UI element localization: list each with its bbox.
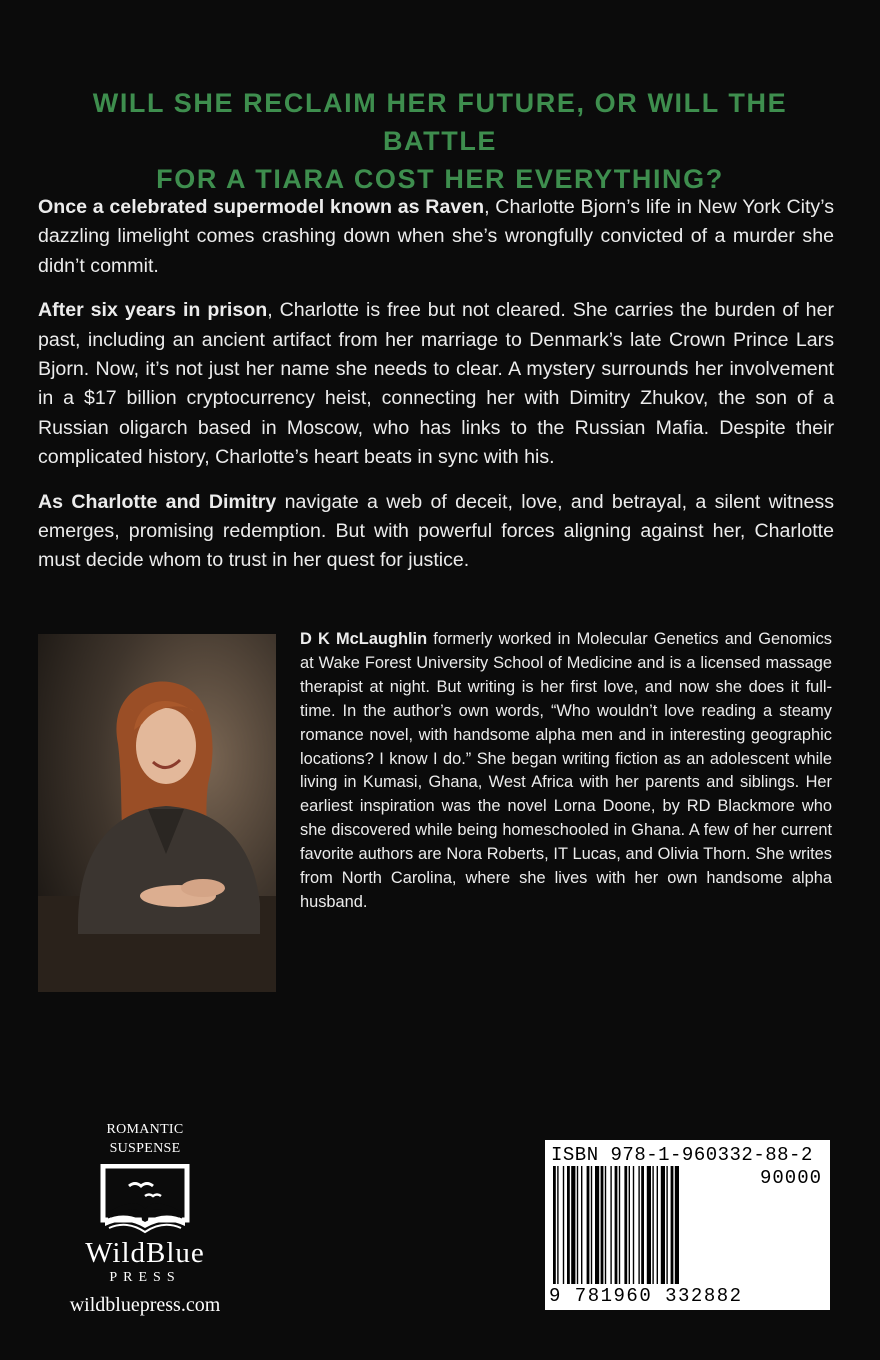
blurb-paragraph: [38, 193, 834, 281]
barcode-bar: [615, 1166, 618, 1284]
blurb: [38, 193, 834, 591]
publisher-logo: [40, 1120, 250, 1318]
barcode-bar: [629, 1166, 630, 1284]
barcode-bar: [671, 1166, 674, 1284]
barcode-bar: [666, 1166, 667, 1284]
barcode-bar: [581, 1166, 582, 1284]
barcode-bar: [657, 1166, 658, 1284]
blurb-paragraph: [38, 488, 834, 576]
barcode-bar: [652, 1166, 653, 1284]
blurb-text: , Charlotte Bjorn’s life in New York City’s dazzling limelight comes crashing down when she’s wrongfully convicted of a murder she didn’t commit.: [38, 196, 834, 277]
barcode-bar: [571, 1166, 575, 1284]
isbn-barcode: [545, 1140, 830, 1310]
barcode-bar: [638, 1166, 639, 1284]
blurb-lead: Once a celebrated supermodel known as Raven: [38, 196, 485, 218]
barcode-bar: [587, 1166, 590, 1284]
isbn-label: ISBN 978-1-960332-88-2: [551, 1144, 813, 1166]
barcode-bar: [563, 1166, 564, 1284]
barcode-bar: [641, 1166, 644, 1284]
author-name: D K McLaughlin: [300, 630, 428, 648]
headline-line-2: FOR A TIARA COST HER EVERYTHING?: [156, 164, 724, 194]
barcode-bar: [595, 1166, 599, 1284]
publisher-press-label: PRESS: [109, 1270, 181, 1285]
blurb-text: , Charlotte is free but not cleared. She carries the burden of her past, including an ancient artifact from her marriage to Denmark’s late Crown Prince Lars Bjorn. Now, it’s not just her name she needs to clear. A mystery surrounds her involvement in a $17 billion cryptocurrency heist, connecting her with Dimitry Zhukov, the son of a Russian oligarch based in Moscow, who has links to the Russian Mafia. Despite their complicated history, Charlotte’s heart beats in sync with his.: [38, 299, 835, 469]
barcode-bar: [605, 1166, 606, 1284]
barcode-bar: [601, 1166, 604, 1284]
genre-label-line-1: ROMANTIC: [106, 1122, 184, 1137]
open-book-with-birds-icon: [99, 1164, 191, 1234]
blurb-paragraph: [38, 296, 834, 472]
author-bio: [300, 628, 832, 915]
barcode-bars: [551, 1166, 741, 1284]
barcode-bar: [675, 1166, 679, 1284]
blurb-lead: As Charlotte and Dimitry: [38, 490, 277, 513]
headline: [40, 84, 840, 198]
publisher-name: WildBlue: [85, 1237, 205, 1269]
price-code: 90000: [759, 1167, 822, 1189]
barcode-bar: [619, 1166, 620, 1284]
genre-label-line-2: SUSPENSE: [109, 1141, 181, 1156]
barcode-bar: [591, 1166, 592, 1284]
publisher-website: wildbluepress.com: [69, 1294, 221, 1316]
barcode-bar: [610, 1166, 611, 1284]
blurb-text: navigate a web of deceit, love, and betrayal, a silent witness emerges, promising redemption. But with powerful forces aligning against her, Charlotte must decide whom to trust in her quest for justice.: [38, 490, 834, 572]
author-portrait-illustration: [38, 634, 276, 992]
barcode-bar: [624, 1166, 627, 1284]
barcode-bar: [633, 1166, 634, 1284]
barcode-bar: [647, 1166, 651, 1284]
barcode-bar: [553, 1166, 556, 1284]
blurb-lead: After six years in prison: [38, 299, 268, 322]
author-bio-text: formerly worked in Molecular Genetics and Genomics at Wake Forest University School of Medicine and is a licensed massage therapist at night. But writing is her first love, and now she does it full-time. In the author’s own words, “Who wouldn’t love reading a steamy romance novel, with handsome alpha men and in interesting geographic locations? I know I do.” She began writing fiction as an adolescent while living in Kumasi, Ghana, West Africa with her parents and siblings. Her earliest inspiration was the novel Lorna Doone, by RD Blackmore who she discovered while being homeschooled in Ghana. A few of her current favorite authors are Nora Roberts, IT Lucas, and Olivia Thorn. She writes from North Carolina, where she lives with her own handsome alpha husband.: [300, 630, 832, 911]
barcode-bar: [577, 1166, 578, 1284]
author-photo: [38, 634, 276, 992]
headline-line-1: WILL SHE RECLAIM HER FUTURE, OR WILL THE BATTLE: [92, 88, 788, 156]
barcode-bar: [557, 1166, 558, 1284]
barcode-bar: [567, 1166, 570, 1284]
barcode-number: 9 781960 332882: [549, 1285, 743, 1307]
barcode-bar: [661, 1166, 665, 1284]
